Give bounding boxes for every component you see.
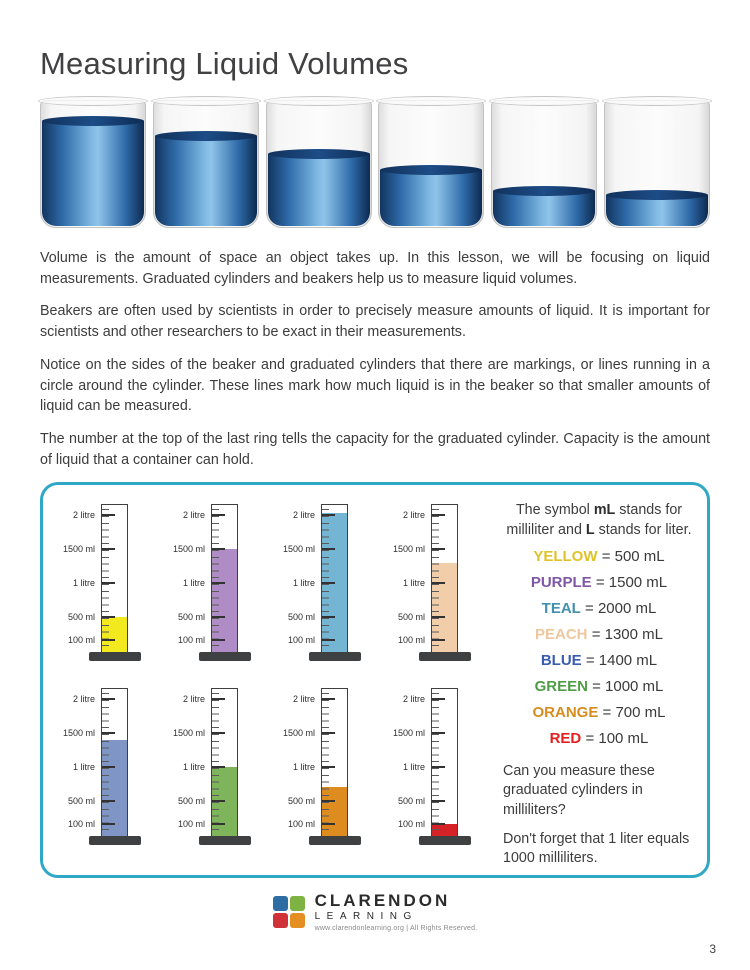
scale-label: 1500 ml	[172, 728, 205, 739]
cylinder-tube	[321, 688, 348, 838]
scale-tick	[432, 732, 445, 734]
beaker	[40, 100, 146, 228]
cylinder-base	[199, 836, 251, 845]
cylinder-info-box	[40, 482, 710, 878]
cylinder-scale	[165, 504, 209, 654]
scale-label: 1 litre	[72, 578, 95, 589]
legend-entry	[503, 548, 695, 566]
scale-label: 2 litre	[182, 694, 205, 705]
scale-label: 500 ml	[287, 612, 315, 623]
graduated-cylinder	[275, 683, 381, 853]
scale-tick	[322, 514, 335, 516]
scale-tick	[212, 616, 225, 618]
beaker-rim	[151, 96, 261, 106]
cylinder-ticks	[322, 689, 329, 837]
paragraph: Volume is the amount of space an object takes up. In this lesson, we will be focusing on liquid measurements. Graduated cylinders and beakers help us to measure liquid volumes.	[40, 250, 710, 287]
graduated-cylinder	[275, 499, 381, 669]
scale-label: 500 ml	[177, 612, 205, 623]
legend-intro-ml: mL	[593, 502, 616, 519]
scale-tick	[212, 823, 225, 825]
scale-tick	[102, 823, 115, 825]
scale-tick	[102, 582, 115, 584]
cylinder-ticks	[102, 505, 109, 653]
scale-tick	[102, 616, 115, 618]
paragraph: Beakers are often used by scientists in order to precisely measure amounts of liquid. It is important for scientists and other researchers to be exact in their measurements.	[40, 303, 710, 341]
scale-label: 1500 ml	[392, 544, 425, 555]
cylinder-tube	[321, 504, 348, 654]
scale-label: 1 litre	[402, 578, 425, 589]
legend-color-name: ORANGE	[532, 704, 599, 722]
cylinder-base	[309, 652, 361, 661]
scale-label: 1 litre	[182, 762, 205, 773]
scale-tick	[432, 639, 445, 641]
cylinder-tube	[101, 688, 128, 838]
cylinder-scale	[55, 688, 99, 838]
scale-tick	[212, 766, 225, 768]
brand-block	[315, 892, 478, 932]
scale-label: 1500 ml	[282, 728, 315, 739]
scale-tick	[322, 766, 335, 768]
scale-tick	[322, 639, 335, 641]
legend-intro-mid: stands for milliliter and	[506, 502, 683, 538]
legend-value: = 700 mL	[602, 704, 666, 722]
scale-tick	[432, 548, 445, 550]
cylinder-ticks	[102, 689, 109, 837]
cylinder-scale	[55, 504, 99, 654]
beaker-rim	[602, 96, 712, 106]
scale-tick	[102, 766, 115, 768]
scale-label: 100 ml	[287, 819, 315, 830]
scale-label: 100 ml	[287, 635, 315, 646]
scale-label: 100 ml	[177, 635, 205, 646]
legend-value: = 500 mL	[601, 548, 665, 566]
page-title: Measuring Liquid Volumes	[40, 46, 409, 81]
legend-value: = 2000 mL	[585, 600, 657, 618]
legend-color-name: PEACH	[535, 626, 588, 644]
scale-tick	[212, 548, 225, 550]
beaker-rim	[38, 96, 148, 106]
logo-green-piece-icon	[290, 896, 305, 911]
graduated-cylinder	[165, 683, 271, 853]
scale-tick	[212, 514, 225, 516]
scale-label: 500 ml	[177, 796, 205, 807]
beaker-rim	[489, 96, 599, 106]
scale-tick	[102, 548, 115, 550]
cylinder-scale	[385, 504, 429, 654]
beaker	[266, 100, 372, 228]
scale-tick	[212, 732, 225, 734]
cylinder-grid	[55, 499, 493, 865]
scale-label: 500 ml	[397, 796, 425, 807]
cylinder-base	[199, 652, 251, 661]
scale-tick	[212, 800, 225, 802]
scale-tick	[432, 582, 445, 584]
legend-intro	[503, 501, 695, 540]
cylinder-scale	[385, 688, 429, 838]
legend-entry	[503, 678, 695, 696]
graduated-cylinder	[55, 683, 161, 853]
cylinder-tube	[431, 688, 458, 838]
legend-value: = 1500 mL	[595, 574, 668, 592]
beaker-liquid	[268, 154, 370, 226]
legend-entry	[503, 730, 695, 748]
legend-entry	[503, 626, 695, 644]
cylinder-base	[309, 836, 361, 845]
scale-tick	[212, 698, 225, 700]
beaker	[491, 100, 597, 228]
cylinder-row-top	[55, 499, 493, 669]
legend-color-name: GREEN	[534, 678, 588, 696]
scale-tick	[322, 548, 335, 550]
scale-label: 2 litre	[292, 694, 315, 705]
beaker-row	[40, 100, 710, 228]
legend-intro-l: L	[585, 521, 595, 538]
scale-label: 100 ml	[397, 635, 425, 646]
graduated-cylinder	[385, 683, 491, 853]
beaker	[153, 100, 259, 228]
scale-tick	[322, 732, 335, 734]
cylinder-tube	[101, 504, 128, 654]
cylinder-ticks	[432, 689, 439, 837]
logo-red-piece-icon	[273, 913, 288, 928]
cylinder-ticks	[322, 505, 329, 653]
legend-intro-post: stands for liter.	[594, 521, 692, 538]
scale-tick	[432, 766, 445, 768]
legend-question: Can you measure these graduated cylinders in milliliters?	[503, 763, 655, 818]
intro-paragraphs	[40, 248, 710, 470]
scale-tick	[322, 698, 335, 700]
beaker-liquid	[155, 136, 257, 226]
scale-tick	[212, 582, 225, 584]
scale-label: 1 litre	[72, 762, 95, 773]
scale-label: 1500 ml	[62, 544, 95, 555]
scale-label: 500 ml	[397, 612, 425, 623]
scale-label: 500 ml	[67, 612, 95, 623]
cylinder-base	[89, 836, 141, 845]
scale-label: 100 ml	[397, 819, 425, 830]
scale-label: 1 litre	[402, 762, 425, 773]
legend-value: = 1000 mL	[592, 678, 664, 696]
scale-label: 2 litre	[402, 510, 425, 521]
page-number: 3	[709, 942, 716, 956]
scale-tick	[322, 823, 335, 825]
brand-subname: LEARNING	[314, 911, 418, 923]
legend-entry	[503, 574, 695, 592]
legend-color-name: RED	[549, 730, 582, 748]
scale-label: 1 litre	[292, 578, 315, 589]
scale-tick	[322, 582, 335, 584]
scale-label: 2 litre	[402, 694, 425, 705]
cylinder-scale	[275, 504, 319, 654]
cylinder-tube	[211, 688, 238, 838]
scale-tick	[102, 698, 115, 700]
cylinder-ticks	[212, 689, 219, 837]
legend-color-name: BLUE	[540, 652, 582, 670]
legend-entry	[503, 652, 695, 670]
legend-panel	[493, 499, 695, 865]
legend-note: Don't forget that 1 liter equals 1000 milliliters.	[503, 830, 690, 867]
graduated-cylinder	[385, 499, 491, 669]
brand-tagline: www.clarendonlearning.org | All Rights Reserved.	[314, 925, 478, 933]
cylinder-base	[419, 652, 471, 661]
scale-label: 100 ml	[67, 819, 95, 830]
legend-value: = 1400 mL	[585, 652, 658, 670]
footer	[40, 892, 710, 932]
scale-label: 2 litre	[72, 694, 95, 705]
paragraph: Notice on the sides of the beaker and graduated cylinders that there are markings, or lines running in a circle around the cylinder. These lines mark how much liquid is in the beaker so that smaller amounts of liquid can be measured.	[40, 356, 710, 415]
scale-label: 1500 ml	[392, 728, 425, 739]
scale-tick	[432, 698, 445, 700]
scale-label: 1500 ml	[282, 544, 315, 555]
beaker-rim	[376, 96, 486, 106]
legend-value: = 100 mL	[585, 730, 649, 748]
cylinder-scale	[165, 688, 209, 838]
scale-label: 1500 ml	[172, 544, 205, 555]
cylinder-ticks	[212, 505, 219, 653]
cylinder-ticks	[432, 505, 439, 653]
beaker-rim	[264, 96, 374, 106]
graduated-cylinder	[165, 499, 271, 669]
scale-label: 2 litre	[72, 510, 95, 521]
legend-entries	[503, 548, 695, 748]
graduated-cylinder	[55, 499, 161, 669]
scale-label: 1 litre	[292, 762, 315, 773]
scale-label: 100 ml	[177, 819, 205, 830]
cylinder-base	[89, 652, 141, 661]
scale-label: 2 litre	[292, 510, 315, 521]
scale-label: 1 litre	[182, 578, 205, 589]
scale-tick	[212, 639, 225, 641]
scale-label: 500 ml	[67, 796, 95, 807]
legend-entry	[503, 600, 695, 618]
legend-color-name: TEAL	[541, 600, 581, 618]
beaker-liquid	[493, 191, 595, 226]
cylinder-tube	[211, 504, 238, 654]
scale-tick	[432, 823, 445, 825]
cylinder-tube	[431, 504, 458, 654]
legend-color-name: YELLOW	[533, 548, 598, 566]
scale-tick	[432, 616, 445, 618]
beaker-liquid	[42, 121, 144, 226]
beaker-liquid	[380, 170, 482, 226]
scale-tick	[102, 514, 115, 516]
beaker	[604, 100, 710, 228]
scale-tick	[102, 732, 115, 734]
scale-tick	[432, 514, 445, 516]
legend-entry	[503, 704, 695, 722]
scale-tick	[322, 800, 335, 802]
scale-label: 100 ml	[67, 635, 95, 646]
cylinder-base	[419, 836, 471, 845]
scale-label: 1500 ml	[62, 728, 95, 739]
cylinder-row-bottom	[55, 683, 493, 853]
scale-label: 2 litre	[182, 510, 205, 521]
scale-tick	[102, 800, 115, 802]
brand-name: CLARENDON	[314, 891, 451, 911]
scale-tick	[432, 800, 445, 802]
paragraph: The number at the top of the last ring tells the capacity for the graduated cylinder. Capacity is the amount of liquid that a container can hold.	[40, 431, 710, 468]
clarendon-puzzle-logo-icon	[273, 896, 305, 928]
scale-label: 500 ml	[287, 796, 315, 807]
scale-tick	[322, 616, 335, 618]
legend-value: = 1300 mL	[591, 626, 663, 644]
logo-orange-piece-icon	[290, 913, 305, 928]
cylinder-scale	[275, 688, 319, 838]
legend-intro-pre: The symbol	[515, 502, 594, 519]
beaker	[378, 100, 484, 228]
beaker-liquid	[606, 195, 708, 226]
legend-color-name: PURPLE	[530, 574, 592, 592]
scale-tick	[102, 639, 115, 641]
logo-blue-piece-icon	[273, 896, 288, 911]
